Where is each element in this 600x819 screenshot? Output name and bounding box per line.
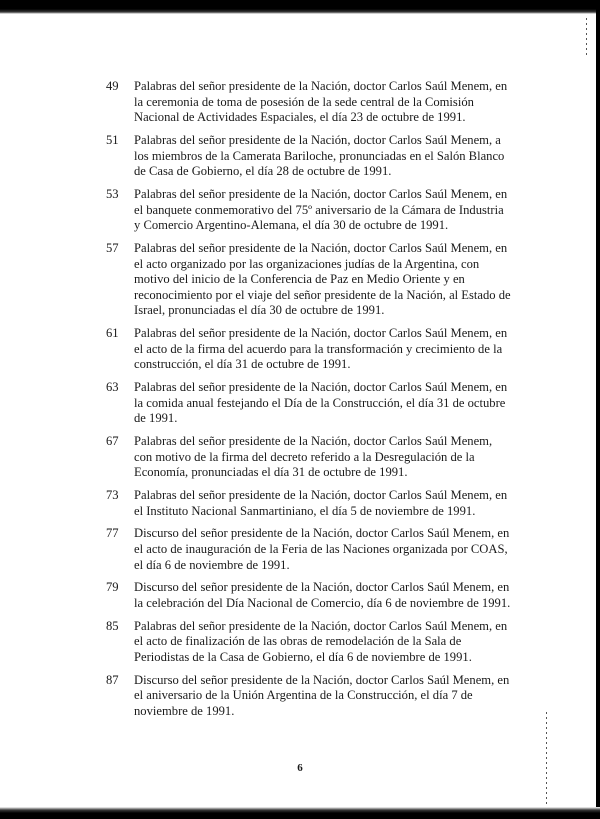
entry-page-number: 85: [106, 618, 119, 633]
entry-description: Palabras del señor presidente de la Nación, doctor Carlos Saúl Menem, en la comida anual festejando el Día de la Construcción, el día 31 de octubre de 1991.: [134, 380, 508, 426]
entry-description: Discurso del señor presidente de la Nación, doctor Carlos Saúl Menem, en el acto de inauguración de la Feria de las Naciones organizada por COAS, el día 6 de noviembre de 1991.: [134, 526, 510, 572]
index-entry: [106, 133, 512, 180]
index-entry: [106, 380, 512, 427]
index-entry: [106, 241, 512, 319]
entry-page-number: 51: [106, 132, 119, 147]
entry-page-number: 87: [106, 672, 119, 687]
scan-border-top: [0, 0, 600, 14]
entry-description: Palabras del señor presidente de la Nación, doctor Carlos Saúl Menem, en la ceremonia de toma de posesión de la sede central de la Comisión Nacional de Actividades Espaciales, el día 23 de octubre de 1991.: [134, 79, 508, 125]
entry-description: Discurso del señor presidente de la Nación, doctor Carlos Saúl Menem, en la celebración del Día Nacional de Comercio, día 6 de noviembre de 1991.: [134, 580, 511, 610]
scan-border-right: [596, 0, 600, 819]
entry-page-number: 53: [106, 186, 119, 201]
index-entry: [106, 79, 512, 126]
entry-description: Palabras del señor presidente de la Nación, doctor Carlos Saúl Menem, a los miembros de la Camerata Bariloche, pronunciadas en el Salón Blanco de Casa de Gobierno, el día 28 de octubre de 1991.: [134, 132, 505, 179]
entry-page-number: 67: [106, 434, 119, 448]
entry-description: Palabras del señor presidente de la Nación, doctor Carlos Saúl Menem, en el acto de la firma del acuerdo para la transformación y crecimiento de la construcción, el día 31 de octubre de 1991.: [134, 326, 508, 372]
entry-description: Palabras del señor presidente de la Nación, doctor Carlos Saúl Menem, en el banquete conmemorativo del 75º aniversario de la Cámara de Industria y Comercio Argentino-Alemana, el día 30 de octubre de 1991.: [134, 186, 508, 233]
index-entry: [106, 619, 512, 666]
entry-description: Palabras del señor presidente de la Nación, doctor Carlos Saúl Menem, en el Instituto Nacional Sanmartiniano, el día 5 de noviembre de 1991.: [134, 487, 508, 518]
index-entry: [106, 434, 512, 481]
entry-description: Palabras del señor presidente de la Nación, doctor Carlos Saúl Menem, con motivo de la firma del decreto referido a la Desregulación de la Economía, pronunciadas el día 31 de octubre de 1991.: [134, 434, 493, 480]
index-entry: [106, 187, 512, 234]
speech-index-list: [106, 79, 512, 727]
scan-margin-mark: [546, 712, 547, 804]
entry-page-number: 49: [106, 79, 119, 93]
entry-description: Palabras del señor presidente de la Nación, doctor Carlos Saúl Menem, en el acto organizado por las organizaciones judías de la Argentina, con motivo del inicio de la Conferencia de Paz en Medio Oriente y en reconocimiento por el viaje del señor presidente de la Nación, al Estado de Israel, pronunciadas el día 30 de octubre de 1991.: [134, 240, 511, 318]
entry-page-number: 61: [106, 326, 119, 341]
index-entry: [106, 488, 512, 519]
index-entry: [106, 526, 512, 573]
index-entry: [106, 673, 512, 720]
entry-page-number: 57: [106, 240, 119, 255]
entry-description: Palabras del señor presidente de la Nación, doctor Carlos Saúl Menem, en el acto de finalización de las obras de remodelación de la Sala de Periodistas de la Casa de Gobierno, el día 6 de noviembre de 1991.: [134, 618, 508, 664]
page-number: 6: [297, 762, 303, 774]
entry-page-number: 63: [106, 380, 119, 395]
scan-border-bottom: [0, 807, 600, 819]
entry-page-number: 73: [106, 487, 119, 502]
index-entry: [106, 326, 512, 373]
scan-margin-mark: [586, 18, 587, 58]
index-entry: [106, 580, 512, 611]
entry-page-number: 77: [106, 526, 119, 541]
entry-description: Discurso del señor presidente de la Nación, doctor Carlos Saúl Menem, en el aniversario de la Unión Argentina de la Construcción, el día 7 de noviembre de 1991.: [134, 672, 510, 718]
entry-page-number: 79: [106, 580, 119, 595]
